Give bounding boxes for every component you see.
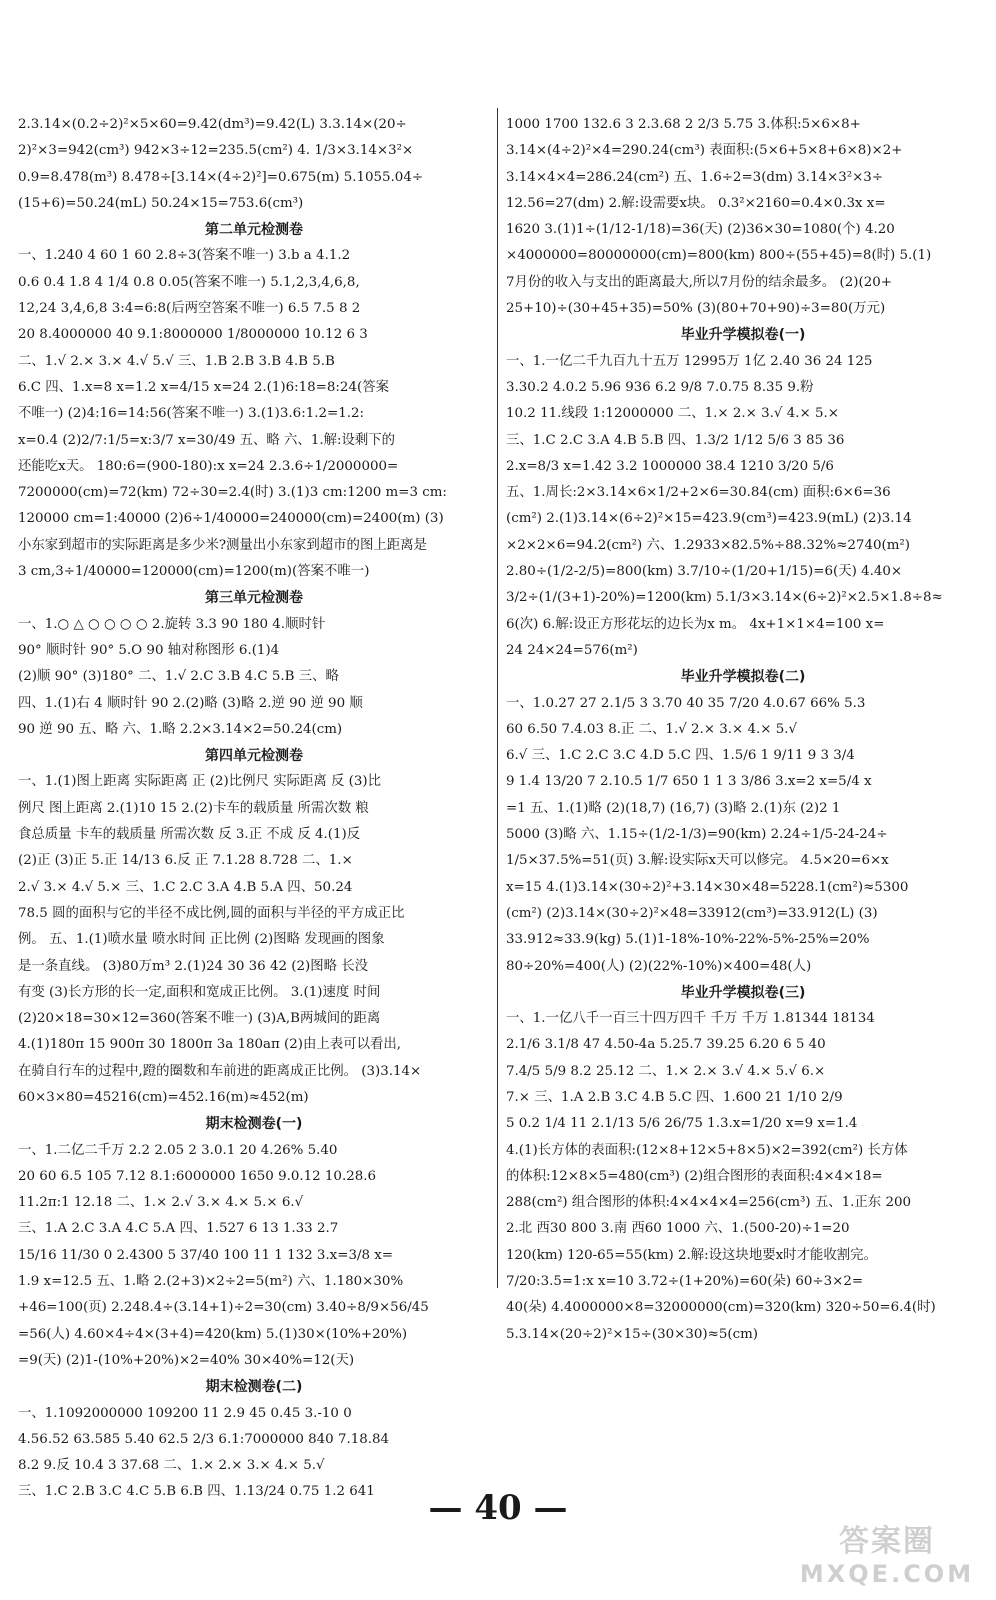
answer-line: 7月份的收入与支出的距离最大,所以7月份的结余最多。 (2)(20+ [506, 274, 892, 290]
right-answer-column [506, 112, 980, 1348]
answer-line: (15+6)=50.24(mL) 50.24×15=753.6(cm³) [18, 195, 304, 211]
answer-line: 3.14×(4÷2)²×4=290.24(cm³) 表面积:(5×6+5×8+6×8)×2+ [506, 143, 903, 159]
answer-line: x=0.4 (2)2/7:1/5=x:3/7 x=30/49 五、略 六、1.解:设剩下的 [18, 432, 396, 448]
answer-line: 2.√ 3.× 4.√ 5.× 三、1.C 2.C 3.A 4.B 5.A 四、50.24 [18, 879, 353, 895]
answer-line: 2.80÷(1/2-2/5)=800(km) 3.7/10÷(1/20+1/15)=6(天) 4.40× [506, 564, 903, 580]
answer-line: =9(天) (2)1-(10%+20%)×2=40% 30×40%=12(天) [18, 1352, 355, 1368]
answer-line: 6(次) 6.解:设正方形花坛的边长为x m。 4x+1×1×4=100 x= [506, 616, 885, 632]
answer-line: 一、1.一亿八千一百三十四万四千 千万 千万 1.81344 18134 [506, 1011, 875, 1027]
answer-line: (2)20×18=30×12=360(答案不唯一) (3)A,B两城间的距离 [18, 1011, 381, 1027]
answer-line: 2)²×3=942(cm³) 942×3÷12=235.5(cm²) 4. 1/3×3.14×3²× [18, 143, 414, 159]
answer-line: 4.(1)180π 15 900π 30 1800π 3a 180aπ (2)由上表可以看出, [18, 1037, 402, 1053]
watermark-sub: MXQE.COM [799, 1560, 975, 1588]
answer-line: 25+10)÷(30+45+35)=50% (3)(80+70+90)÷3=80(万元) [506, 301, 886, 317]
answer-line: 7200000(cm)=72(km) 72÷30=2.4(时) 3.(1)3 cm:1200 m=3 cm: [18, 485, 447, 501]
section-heading: 毕业升学模拟卷(二) [680, 669, 806, 686]
answer-line: 60 6.50 7.4.03 8.正 二、1.√ 2.× 3.× 4.× 5.√ [506, 721, 798, 737]
answer-line: 1620 3.(1)1÷(1/12-1/18)=36(天) (2)36×30=1080(个) 4.20 [506, 222, 895, 238]
section-heading: 第二单元检测卷 [205, 222, 303, 239]
answer-line: 7.4/5 5/9 8.2 25.12 二、1.× 2.× 3.√ 4.× 5.√ 6.× [506, 1063, 826, 1079]
answer-line: 小东家到超市的实际距离是多少米?测量出小东家到超市的图上距离是 [18, 537, 427, 553]
answer-line: 一、1.○ △ ○ ○ ○ ○ 2.旋转 3.3 90 180 4.顺时针 [18, 616, 326, 632]
answer-line: 288(cm²) 组合图形的体积:4×4×4×4=256(cm³) 五、1.正东 200 [506, 1195, 912, 1211]
answer-line: ×2×2×6=94.2(cm²) 六、1.2933×82.5%÷88.32%≈2740(m²) [506, 537, 911, 553]
answer-line: 2.3.14×(0.2÷2)²×5×60=9.42(dm³)=9.42(L) 3.3.14×(20÷ [18, 117, 407, 132]
answer-line: 5000 (3)略 六、1.15÷(1/2-1/3)=90(km) 2.24÷1/5-24-24÷ [506, 827, 888, 843]
answer-line: (cm²) 2.(1)3.14×(6÷2)²×15=423.9(cm³)=423.9(mL) (2)3.14 [506, 511, 912, 527]
answer-line: 2.北 西30 800 3.南 西60 1000 六、1.(500-20)÷1=20 [506, 1221, 850, 1237]
answer-line: 20 8.4000000 40 9.1:8000000 1/8000000 10.12 6 3 [18, 327, 368, 343]
answer-line: 例尺 图上距离 2.(1)10 15 2.(2)卡车的载质量 所需次数 粮 [18, 800, 369, 816]
answer-line: 四、1.(1)右 4 顺时针 90 2.(2)略 (3)略 2.逆 90 逆 90 顺 [18, 695, 363, 711]
page-number: — 40 — [428, 1488, 568, 1528]
answer-line: (2)顺 90° (3)180° 二、1.√ 2.C 3.B 4.C 5.B 三、略 [18, 669, 339, 685]
answer-line: 2.1/6 3.1/8 47 4.50-4a 5.25.7 39.25 6.20 6 5 40 [506, 1037, 826, 1053]
answer-line: 9 1.4 13/20 7 2.10.5 1/7 650 1 1 3 3/86 3.x=2 x=5/4 x [506, 774, 872, 790]
answer-line: 有变 (3)长方形的长一定,面积和宽成正比例。 3.(1)速度 时间 [18, 984, 381, 1000]
answer-line: 一、1.二亿二千万 2.2 2.05 2 3.0.1 20 4.26% 5.40 [18, 1142, 338, 1158]
answer-line: 3.14×4×4=286.24(cm²) 五、1.6÷2=3(dm) 3.14×3²×3÷ [506, 169, 884, 185]
answer-line: 33.912≈33.9(kg) 5.(1)1-18%-10%-22%-5%-25%=20% [506, 932, 870, 948]
answer-line: 0.9=8.478(m³) 8.478÷[3.14×(4÷2)²]=0.675(m) 5.1055.04÷ [18, 169, 424, 185]
section-heading: 第三单元检测卷 [205, 590, 303, 607]
answer-line: 3 cm,3÷1/40000=120000(cm)=1200(m)(答案不唯一) [18, 564, 370, 580]
section-heading: 毕业升学模拟卷(三) [680, 984, 806, 1001]
answer-line: 80÷20%=400(人) (2)(22%-10%)×400=48(人) [506, 958, 812, 974]
answer-line: 在骑自行车的过程中,蹬的圈数和车前进的距离成正比例。 (3)3.14× [18, 1063, 422, 1079]
answer-line: 1.9 x=12.5 五、1.略 2.(2+3)×2÷2=5(m²) 六、1.180×30% [18, 1274, 404, 1290]
answer-line: 一、1.一亿二千九百九十五万 12995万 1亿 2.40 36 24 125 [506, 353, 873, 369]
answer-line: 6.√ 三、1.C 2.C 3.C 4.D 5.C 四、1.5/6 1 9/11 9 3 3/4 [506, 748, 855, 764]
answer-line: 五、1.周长:2×3.14×6×1/2+2×6=30.84(cm) 面积:6×6=36 [506, 485, 891, 501]
answer-line: 2.x=8/3 x=1.42 3.2 1000000 38.4 1210 3/20 5/6 [506, 458, 834, 474]
answer-line: 120000 cm=1:40000 (2)6÷1/40000=240000(cm)=2400(m) (3) [18, 511, 444, 527]
answer-line: 三、1.C 2.C 3.A 4.B 5.B 四、1.3/2 1/12 5/6 3 85 36 [506, 432, 845, 448]
answer-line: 7.× 三、1.A 2.B 3.C 4.B 5.C 四、1.600 21 1/10 2/9 [506, 1089, 843, 1105]
answer-line: 120(km) 120-65=55(km) 2.解:设这块地要x时才能收割完。 [506, 1247, 877, 1263]
left-answer-column [18, 112, 490, 1506]
answer-line: ×4000000=80000000(cm)=800(km) 800÷(55+45)=8(时) 5.(1) [506, 248, 932, 264]
answer-line: 12.56=27(dm) 2.解:设需要x块。 0.3²×2160=0.4×0.3x x= [506, 195, 886, 211]
answer-line: 20 60 6.5 105 7.12 8.1:6000000 1650 9.0.12 10.28.6 [18, 1168, 377, 1184]
answer-line: =1 五、1.(1)略 (2)(18,7) (16,7) (3)略 2.(1)东 (2)2 1 [506, 800, 841, 816]
answer-line: 一、1.1092000000 109200 11 2.9 45 0.45 3.-10 0 [18, 1405, 352, 1421]
answer-line: 二、1.√ 2.× 3.× 4.√ 5.√ 三、1.B 2.B 3.B 4.B 5.B [18, 353, 335, 369]
answer-line: 6.C 四、1.x=8 x=1.2 x=4/15 x=24 2.(1)6:18=8:24(答案 [18, 379, 389, 395]
answer-line: (cm²) (2)3.14×(30÷2)²×48=33912(cm³)=33.912(L) (3) [506, 905, 878, 921]
answer-line: 10.2 11.线段 1:12000000 二、1.× 2.× 3.√ 4.× 5.× [506, 406, 839, 422]
answer-line: 8.2 9.反 10.4 3 37.68 二、1.× 2.× 3.× 4.× 5.√ [18, 1458, 325, 1474]
answer-line: 60×3×80=45216(cm)=452.16(m)≈452(m) [18, 1089, 309, 1105]
answer-line: 还能吃x天。 180:6=(900-180):x x=24 2.3.6÷1/2000000= [18, 458, 399, 474]
answer-line: 1000 1700 132.6 3 2.3.68 2 2/3 5.75 3.体积:5×6×8+ [506, 117, 861, 132]
answer-line: 4.56.52 63.585 5.40 62.5 2/3 6.1:7000000 840 7.18.84 [18, 1431, 390, 1447]
answer-line: 的体积:12×8×5=480(cm³) (2)组合图形的表面积:4×4×18= [506, 1168, 883, 1184]
answer-line: x=15 4.(1)3.14×(30÷2)²+3.14×30×48=5228.1(cm²)≈5300 [506, 879, 909, 895]
answer-line: 11.2π:1 12.18 二、1.× 2.√ 3.× 4.× 5.× 6.√ [18, 1195, 304, 1211]
answer-line: 是一条直线。 (3)80万m³ 2.(1)24 30 36 42 (2)图略 长没 [18, 958, 369, 974]
answer-line: 不唯一) (2)4:16=14:56(答案不唯一) 3.(1)3.6:1.2=1.2: [18, 406, 365, 422]
answer-line: 78.5 圆的面积与它的半径不成比例,圆的面积与半径的平方成正比 [18, 905, 405, 921]
answer-line: 三、1.C 2.B 3.C 4.C 5.B 6.B 四、1.13/24 0.75 1.2 641 [18, 1484, 375, 1500]
answer-line: 例。 五、1.(1)喷水量 喷水时间 正比例 (2)图略 发现画的图象 [18, 932, 385, 948]
answer-line: 3.30.2 4.0.2 5.96 936 6.2 9/8 7.0.75 8.35 9.粉 [506, 379, 814, 395]
answer-line: 5.3.14×(20÷2)²×15÷(30×30)≈5(cm) [506, 1326, 759, 1342]
answer-line: 5 0.2 1/4 11 2.1/13 5/6 26/75 1.3.x=1/20 x=9 x=1.4 [506, 1116, 858, 1132]
answer-line: 3/2÷(1/(3+1)-20%)=1200(km) 5.1/3×3.14×(6÷2)²×2.5×1.8÷8≈ [506, 590, 943, 606]
answer-line: 90° 顺时针 90° 5.O 90 轴对称图形 6.(1)4 [18, 642, 280, 658]
answer-line: 一、1.(1)图上距离 实际距离 正 (2)比例尺 实际距离 反 (3)比 [18, 774, 382, 790]
answer-line: (2)正 (3)正 5.正 14/13 6.反 正 7.1.28 8.728 二、1.× [18, 853, 353, 869]
answer-line: 1/5×37.5%=51(页) 3.解:设实际x天可以修完。 4.5×20=6×x [506, 853, 889, 869]
answer-line: 90 逆 90 五、略 六、1.略 2.2×3.14×2=50.24(cm) [18, 721, 343, 737]
column-divider [497, 108, 498, 1288]
answer-line: 4.(1)长方体的表面积:(12×8+12×5+8×5)×2=392(cm²) 长方体 [506, 1142, 908, 1158]
answer-line: 三、1.A 2.C 3.A 4.C 5.A 四、1.527 6 13 1.33 2.7 [18, 1221, 339, 1237]
answer-line: +46=100(页) 2.248.4÷(3.14+1)÷2=30(cm) 3.40÷8/9×56/45 [18, 1300, 429, 1316]
answer-line: 12,24 3,4,6,8 3:4=6:8(后两空答案不唯一) 6.5 7.5 8 2 [18, 301, 361, 317]
answer-line: 24 24×24=576(m²) [506, 642, 638, 658]
watermark-main: 答案圈 [839, 1524, 935, 1559]
answer-line: 一、1.240 4 60 1 60 2.8÷3(答案不唯一) 3.b a 4.1.2 [18, 248, 351, 264]
answer-line: 一、1.0.27 27 2.1/5 3 3.70 40 35 7/20 4.0.67 66% 5.3 [506, 695, 866, 711]
section-heading: 第四单元检测卷 [205, 748, 303, 765]
answer-line: 0.6 0.4 1.8 4 1/4 0.8 0.05(答案不唯一) 5.1,2,3,4,6,8, [18, 274, 360, 290]
answer-line: =56(人) 4.60×4÷4×(3+4)=420(km) 5.(1)30×(10%+20%) [18, 1326, 408, 1342]
watermark-logo [792, 1524, 982, 1594]
answer-line: 7/20:3.5=1:x x=10 3.72÷(1+20%)=60(朵) 60÷3×2= [506, 1274, 864, 1290]
answer-line: 40(朵) 4.4000000×8=32000000(cm)=320(km) 320÷50=6.4(时) [506, 1300, 936, 1316]
section-heading: 期末检测卷(一) [205, 1116, 303, 1133]
section-heading: 毕业升学模拟卷(一) [680, 327, 806, 344]
answer-line: 食总质量 卡车的载质量 所需次数 反 3.正 不成 反 4.(1)反 [18, 827, 361, 843]
section-heading: 期末检测卷(二) [205, 1379, 303, 1396]
answer-line: 15/16 11/30 0 2.4300 5 37/40 100 11 1 132 3.x=3/8 x= [18, 1247, 394, 1263]
